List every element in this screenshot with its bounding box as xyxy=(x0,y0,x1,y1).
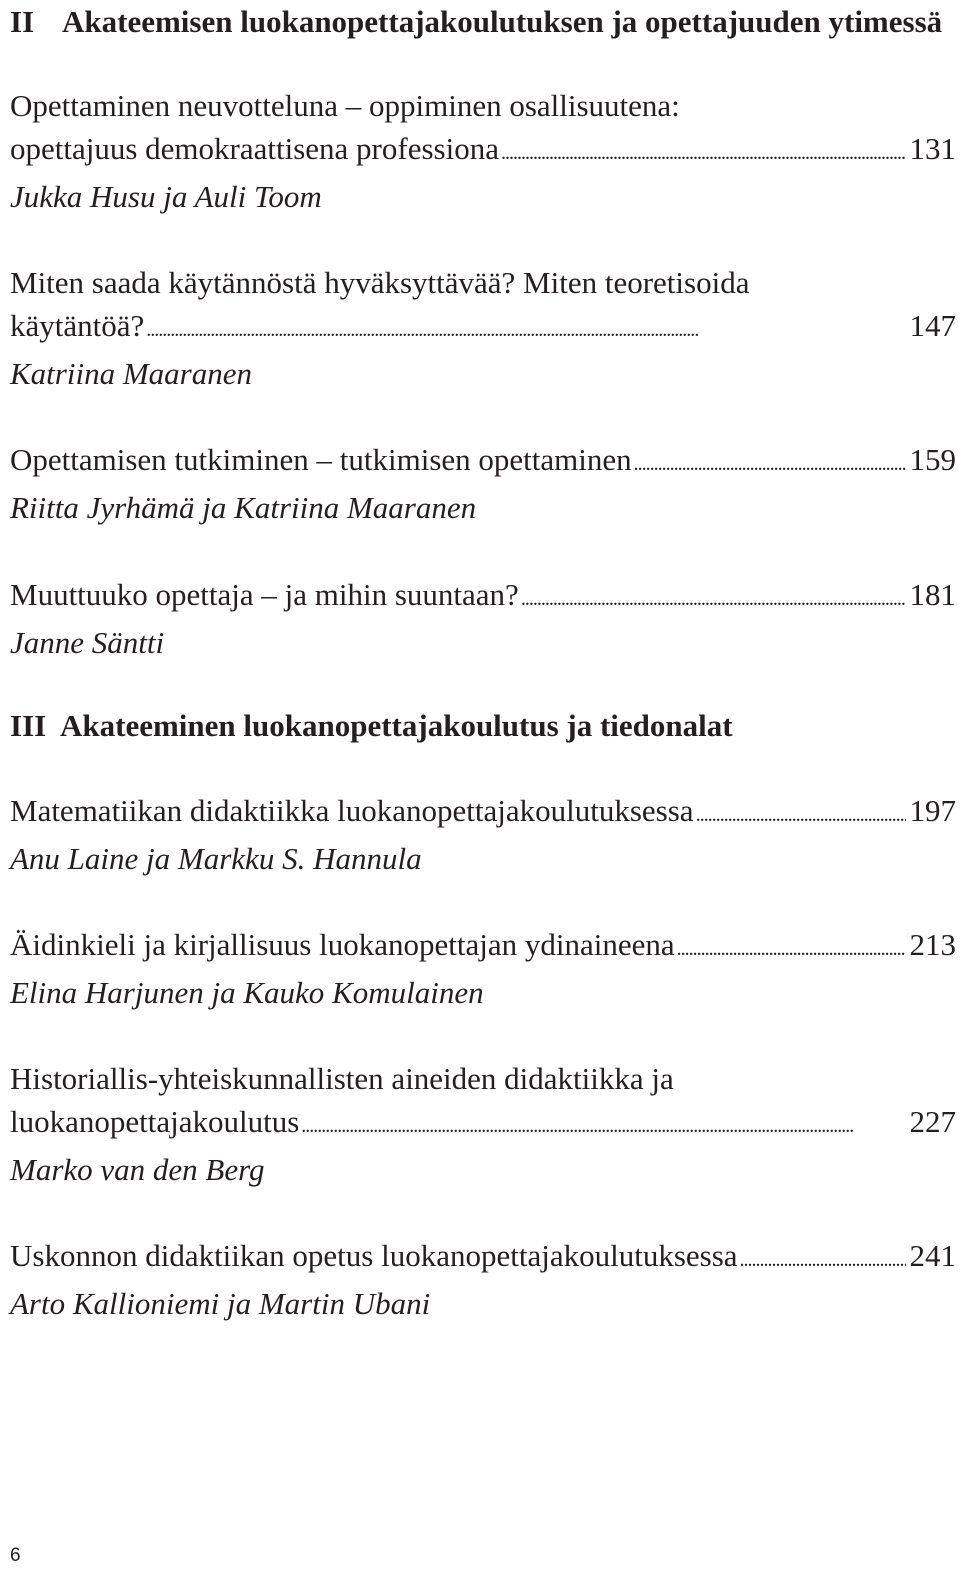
page-number: 131 xyxy=(909,131,956,166)
entry-author: Katriina Maaranen xyxy=(10,356,252,391)
page-number: 213 xyxy=(909,927,956,962)
entry-author: Elina Harjunen ja Kauko Komulainen xyxy=(10,975,484,1010)
entry-title: Miten saada käytännöstä hyväksyttävää? Miten teoretisoida xyxy=(10,265,750,300)
toc-entry xyxy=(10,789,956,880)
entry-title-leader-line xyxy=(10,438,956,486)
toc-entry xyxy=(10,573,956,664)
entry-title-leader-line xyxy=(10,1100,956,1148)
table-of-contents xyxy=(10,0,956,1325)
entry-title: Opettaminen neuvotteluna – oppiminen osallisuutena: xyxy=(10,88,680,123)
page-folio: 6 xyxy=(10,1545,21,1566)
dot-leader xyxy=(146,304,905,352)
section-title: Akateemisen luokanopettajakoulutuksen ja opettajuuden ytimessä xyxy=(62,4,943,39)
section-heading xyxy=(10,0,956,44)
dot-leader xyxy=(740,1234,906,1282)
entry-title: Historiallis-yhteiskunnallisten aineiden didaktiikka ja xyxy=(10,1061,674,1096)
toc-entry xyxy=(10,923,956,1014)
section-number: III xyxy=(10,708,47,743)
toc-entry xyxy=(10,84,956,218)
section-number: II xyxy=(10,4,35,39)
toc-entry xyxy=(10,438,956,529)
entry-author: Marko van den Berg xyxy=(10,1152,265,1187)
entry-author: Anu Laine ja Markku S. Hannula xyxy=(10,841,422,876)
dot-leader xyxy=(521,573,906,621)
page-number: 181 xyxy=(909,577,956,612)
dot-leader xyxy=(301,1100,905,1148)
toc-entry xyxy=(10,1057,956,1191)
entry-title-leader-line xyxy=(10,789,956,837)
entry-title-leader-line xyxy=(10,573,956,621)
entry-title: luokanopettajakoulutus xyxy=(10,1104,300,1139)
dot-leader xyxy=(696,789,906,837)
entry-title: Muuttuuko opettaja – ja mihin suuntaan? xyxy=(10,577,519,612)
entry-title: Äidinkieli ja kirjallisuus luokanopettajan ydinaineena xyxy=(10,927,675,962)
entry-title: käytäntöä? xyxy=(10,308,145,343)
entry-title-leader-line xyxy=(10,923,956,971)
section-heading xyxy=(10,704,956,748)
entry-author: Arto Kallioniemi ja Martin Ubani xyxy=(10,1286,431,1321)
page-number: 159 xyxy=(909,442,956,477)
page-number: 227 xyxy=(909,1104,956,1139)
toc-entry xyxy=(10,261,956,395)
dot-leader xyxy=(634,438,906,486)
section-title: Akateeminen luokanopettajakoulutus ja tiedonalat xyxy=(60,708,733,743)
entry-title-leader-line xyxy=(10,127,956,175)
entry-author: Janne Säntti xyxy=(10,625,165,660)
page-number: 241 xyxy=(909,1238,956,1273)
entry-title-leader-line xyxy=(10,304,956,352)
entry-title: Opettamisen tutkiminen – tutkimisen opettaminen xyxy=(10,442,632,477)
entry-title: Matematiikan didaktiikka luokanopettajakoulutuksessa xyxy=(10,793,694,828)
dot-leader xyxy=(677,923,906,971)
entry-author: Riitta Jyrhämä ja Katriina Maaranen xyxy=(10,490,477,525)
page-number: 147 xyxy=(909,308,956,343)
entry-title: opettajuus demokraattisena professiona xyxy=(10,131,499,166)
entry-title-leader-line xyxy=(10,1234,956,1282)
entry-title: Uskonnon didaktiikan opetus luokanopettajakoulutuksessa xyxy=(10,1238,738,1273)
dot-leader xyxy=(501,127,906,175)
entry-author: Jukka Husu ja Auli Toom xyxy=(10,179,322,214)
toc-entry xyxy=(10,1234,956,1325)
page-number: 197 xyxy=(909,793,956,828)
